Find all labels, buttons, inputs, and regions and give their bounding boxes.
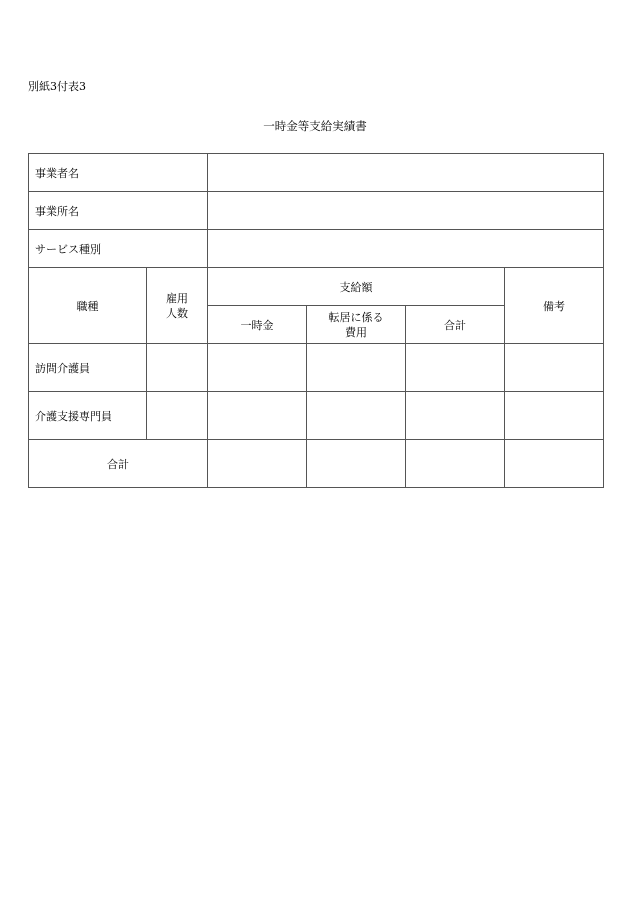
table-row	[29, 344, 604, 392]
header-row-1	[29, 268, 604, 306]
total-row	[29, 440, 604, 488]
document-reference: 別紙3付表3	[28, 80, 86, 93]
business-name-field[interactable]	[208, 154, 604, 192]
job-type-cell: 介護支援専門員	[29, 392, 147, 440]
remarks-cell[interactable]	[505, 344, 604, 392]
job-type-header: 職種	[29, 268, 147, 344]
office-name-field[interactable]	[208, 192, 604, 230]
total-label: 合計	[29, 440, 208, 488]
table-row	[29, 392, 604, 440]
payment-amount-header: 支給額	[208, 268, 505, 306]
employed-count-cell[interactable]	[147, 344, 208, 392]
business-name-row	[29, 154, 604, 192]
service-type-field[interactable]	[208, 230, 604, 268]
subtotal-header: 合計	[406, 306, 505, 344]
total-relocation-cost-cell[interactable]	[307, 440, 406, 488]
employed-count-header	[147, 268, 208, 344]
document-title: 一時金等支給実績書	[263, 119, 367, 133]
office-name-label: 事業所名	[29, 192, 208, 230]
business-name-label: 事業者名	[29, 154, 208, 192]
payment-record-table	[28, 153, 604, 488]
relocation-cost-cell[interactable]	[307, 392, 406, 440]
remarks-header: 備考	[505, 268, 604, 344]
relocation-header-line2: 費用	[345, 325, 367, 339]
job-type-cell: 訪問介護員	[29, 344, 147, 392]
subtotal-cell[interactable]	[406, 344, 505, 392]
total-remarks-cell[interactable]	[505, 440, 604, 488]
subtotal-cell[interactable]	[406, 392, 505, 440]
lump-sum-header: 一時金	[208, 306, 307, 344]
relocation-header-line1: 転居に係る	[328, 310, 384, 324]
relocation-cost-header	[307, 306, 406, 344]
lump-sum-cell[interactable]	[208, 344, 307, 392]
remarks-cell[interactable]	[505, 392, 604, 440]
total-subtotal-cell[interactable]	[406, 440, 505, 488]
service-type-label: サービス種別	[29, 230, 208, 268]
employed-header-line2: 人数	[166, 306, 188, 320]
employed-count-cell[interactable]	[147, 392, 208, 440]
relocation-cost-cell[interactable]	[307, 344, 406, 392]
employed-header-line1: 雇用	[166, 291, 188, 305]
total-lump-sum-cell[interactable]	[208, 440, 307, 488]
lump-sum-cell[interactable]	[208, 392, 307, 440]
service-type-row	[29, 230, 604, 268]
office-name-row	[29, 192, 604, 230]
